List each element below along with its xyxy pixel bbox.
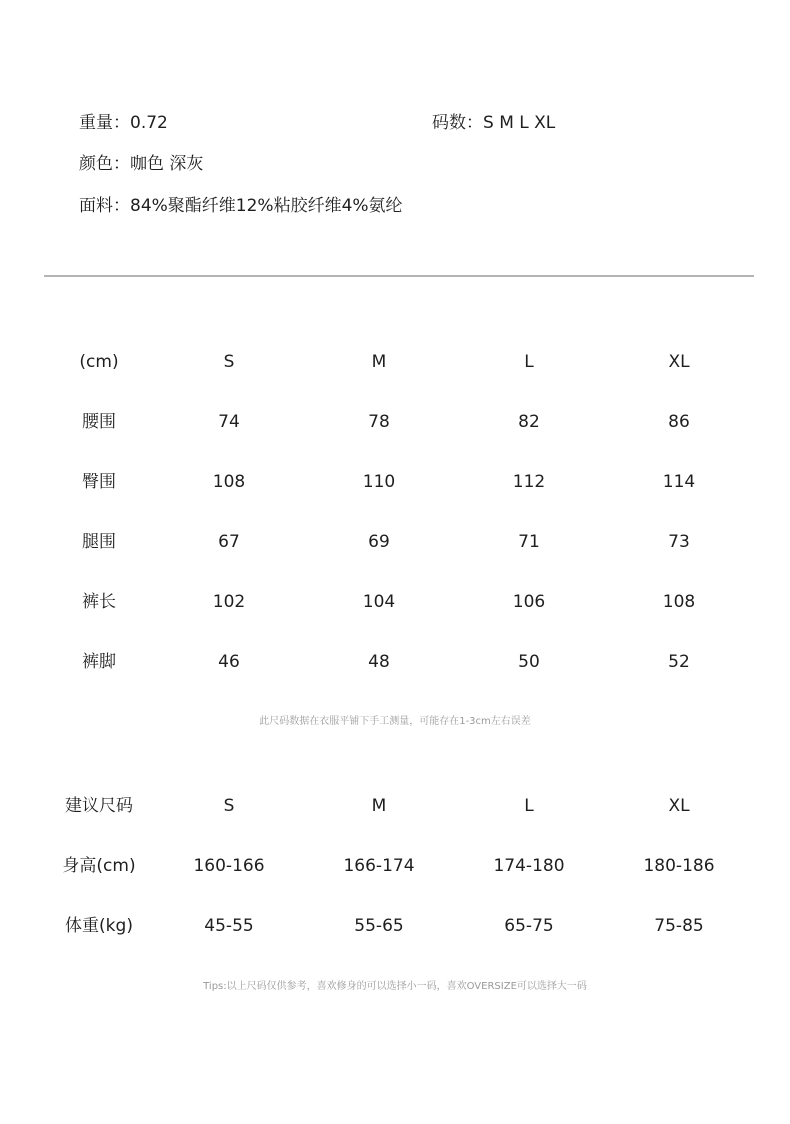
table-cell: 73 [668, 532, 690, 552]
table-cell: 69 [368, 532, 390, 552]
recommend-table-header-row [0, 791, 790, 821]
size-table-header-cell: XL [668, 352, 690, 372]
table-cell: 50 [518, 652, 540, 672]
table-cell: 71 [518, 532, 540, 552]
table-cell: 114 [662, 472, 696, 492]
recommend-table-header-cell: M [371, 796, 387, 816]
table-row [0, 851, 790, 881]
row-label: 体重(kg) [65, 916, 133, 936]
table-cell: 108 [212, 472, 246, 492]
table-row [0, 647, 790, 677]
table-cell: 166-174 [343, 856, 415, 876]
recommend-table-header-cell: L [524, 796, 534, 816]
table-cell: 74 [218, 412, 240, 432]
table-row [0, 587, 790, 617]
size-table-header-row [0, 347, 790, 377]
table-cell: 174-180 [493, 856, 565, 876]
table-row [0, 467, 790, 497]
table-cell: 160-166 [193, 856, 265, 876]
table-row [0, 911, 790, 941]
table-cell: 108 [662, 592, 696, 612]
fabric-text: 面料：84%聚酯纤维12%粘胶纤维4%氨纶 [79, 196, 403, 216]
row-label: 裤脚 [82, 652, 116, 672]
table-row [0, 407, 790, 437]
table-cell: 104 [362, 592, 396, 612]
table-cell: 52 [668, 652, 690, 672]
table-cell: 78 [368, 412, 390, 432]
size-table-header-cell: (cm) [79, 352, 119, 372]
size-table-header-cell: M [371, 352, 387, 372]
table-cell: 45-55 [204, 916, 254, 936]
table-cell: 67 [218, 532, 240, 552]
measurement-note: 此尺码数据在衣服平铺下手工测量，可能存在1-3cm左右误差 [259, 716, 531, 727]
recommend-table-header-cell: XL [668, 796, 690, 816]
row-label: 腰围 [82, 412, 116, 432]
table-cell: 46 [218, 652, 240, 672]
table-cell: 180-186 [643, 856, 715, 876]
table-row [0, 527, 790, 557]
row-label: 臀围 [82, 472, 116, 492]
table-cell: 82 [518, 412, 540, 432]
colors-text: 颜色：咖色 深灰 [79, 154, 204, 174]
table-cell: 106 [512, 592, 546, 612]
section-divider [44, 275, 754, 277]
recommend-table-header-cell: 建议尺码 [65, 796, 133, 816]
table-cell: 75-85 [654, 916, 704, 936]
size-table-header-cell: L [524, 352, 534, 372]
weight-text: 重量：0.72 [79, 113, 168, 133]
size-table-header-cell: S [223, 352, 235, 372]
table-cell: 65-75 [504, 916, 554, 936]
tips-note: Tips:以上尺码仅供参考，喜欢修身的可以选择小一码，喜欢OVERSIZE可以选择大一码 [203, 981, 587, 992]
table-cell: 55-65 [354, 916, 404, 936]
recommend-table-header-cell: S [223, 796, 235, 816]
table-cell: 112 [512, 472, 546, 492]
sizes-text: 码数：S M L XL [432, 113, 556, 133]
row-label: 裤长 [82, 592, 116, 612]
row-label: 腿围 [82, 532, 116, 552]
table-cell: 102 [212, 592, 246, 612]
table-cell: 86 [668, 412, 690, 432]
table-cell: 110 [362, 472, 396, 492]
row-label: 身高(cm) [62, 856, 136, 876]
table-cell: 48 [368, 652, 390, 672]
